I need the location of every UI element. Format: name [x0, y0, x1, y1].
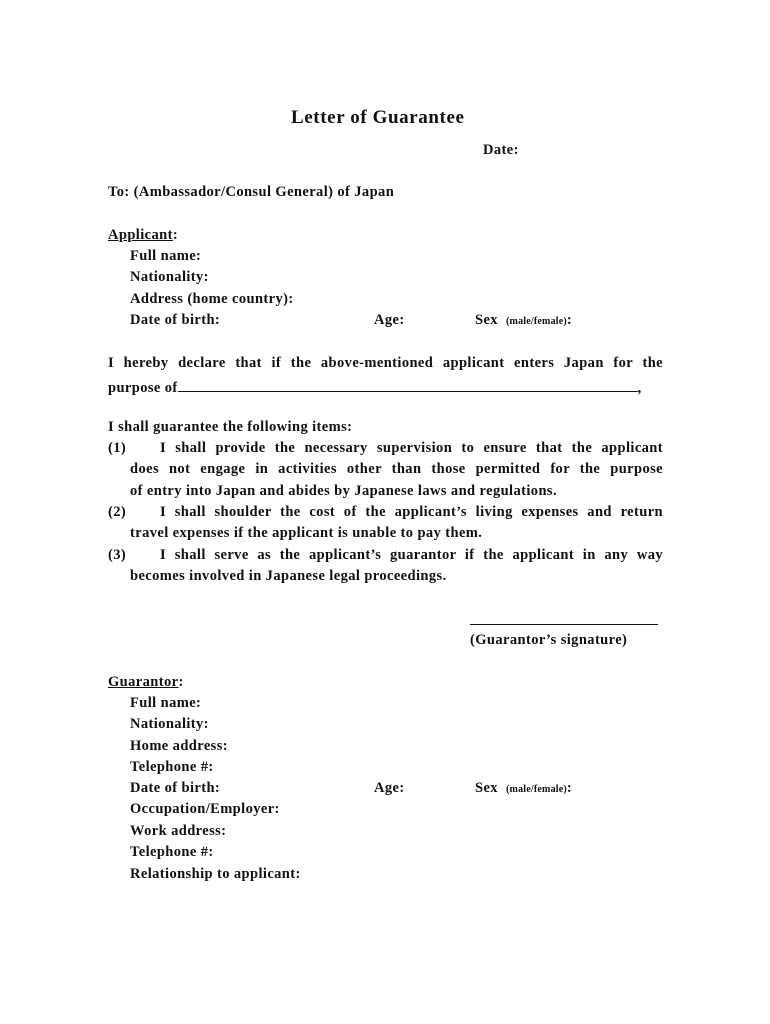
items-intro: I shall guarantee the following items: — [108, 419, 353, 435]
date-label: Date: — [483, 142, 519, 158]
applicant-sex-colon: : — [566, 312, 573, 328]
applicant-heading — [108, 227, 178, 244]
guarantor-sex-text: Sex — [475, 780, 498, 796]
guarantor-sex-label — [475, 780, 572, 797]
guarantor-heading-colon: : — [178, 674, 184, 690]
applicant-heading-text: Applicant — [108, 227, 173, 243]
declaration-line-2 — [108, 377, 642, 397]
to-line: To: (Ambassador/Consul General) of Japan — [108, 184, 395, 200]
guarantor-dob-label: Date of birth: — [130, 780, 221, 796]
applicant-sex-text: Sex — [475, 312, 498, 328]
purpose-blank-line — [178, 377, 638, 392]
signature-line — [470, 624, 658, 625]
item-3-number: (3) — [108, 547, 127, 563]
applicant-address-label: Address (home country): — [130, 291, 294, 307]
applicant-heading-colon: : — [172, 227, 179, 243]
guarantor-work-telephone-label: Telephone #: — [130, 844, 214, 860]
guarantor-sex-options: (male/female) — [506, 784, 567, 795]
item-2-line-1: I shall shoulder the cost of the applicant’s living expenses and return — [160, 504, 663, 520]
purpose-label: purpose of — [108, 380, 178, 396]
applicant-age-label: Age: — [374, 312, 405, 328]
item-2-number: (2) — [108, 504, 127, 520]
applicant-sex-label — [475, 312, 572, 329]
applicant-sex-options: (male/female) — [506, 316, 567, 327]
guarantor-heading — [108, 674, 184, 691]
signature-label: (Guarantor’s signature) — [470, 632, 628, 648]
applicant-nationality-label: Nationality: — [130, 269, 209, 285]
applicant-dob-label: Date of birth: — [130, 312, 221, 328]
guarantor-sex-colon: : — [566, 780, 573, 796]
guarantor-nationality-label: Nationality: — [130, 716, 209, 732]
item-1-line-3: of entry into Japan and abides by Japanese laws and regulations. — [130, 483, 557, 499]
guarantor-work-address-label: Work address: — [130, 823, 227, 839]
item-1-line-1: I shall provide the necessary supervision to ensure that the applicant — [160, 440, 663, 456]
item-3-line-2: becomes involved in Japanese legal proceedings. — [130, 568, 447, 584]
guarantor-telephone-label: Telephone #: — [130, 759, 214, 775]
guarantor-age-label: Age: — [374, 780, 405, 796]
guarantor-full-name-label: Full name: — [130, 695, 202, 711]
guarantor-heading-text: Guarantor — [108, 674, 179, 690]
page-title: Letter of Guarantee — [291, 107, 465, 128]
purpose-comma: , — [637, 380, 642, 396]
guarantor-home-address-label: Home address: — [130, 738, 228, 754]
guarantor-relationship-label: Relationship to applicant: — [130, 866, 301, 882]
guarantor-occupation-label: Occupation/Employer: — [130, 801, 280, 817]
declaration-line-1: I hereby declare that if the above-mentioned applicant enters Japan for the — [108, 355, 663, 371]
item-3-line-1: I shall serve as the applicant’s guarantor if the applicant in any way — [160, 547, 663, 563]
applicant-full-name-label: Full name: — [130, 248, 202, 264]
item-1-line-2: does not engage in activities other than those permitted for the purpose — [130, 461, 663, 477]
item-1-number: (1) — [108, 440, 127, 456]
item-2-line-2: travel expenses if the applicant is unable to pay them. — [130, 525, 483, 541]
